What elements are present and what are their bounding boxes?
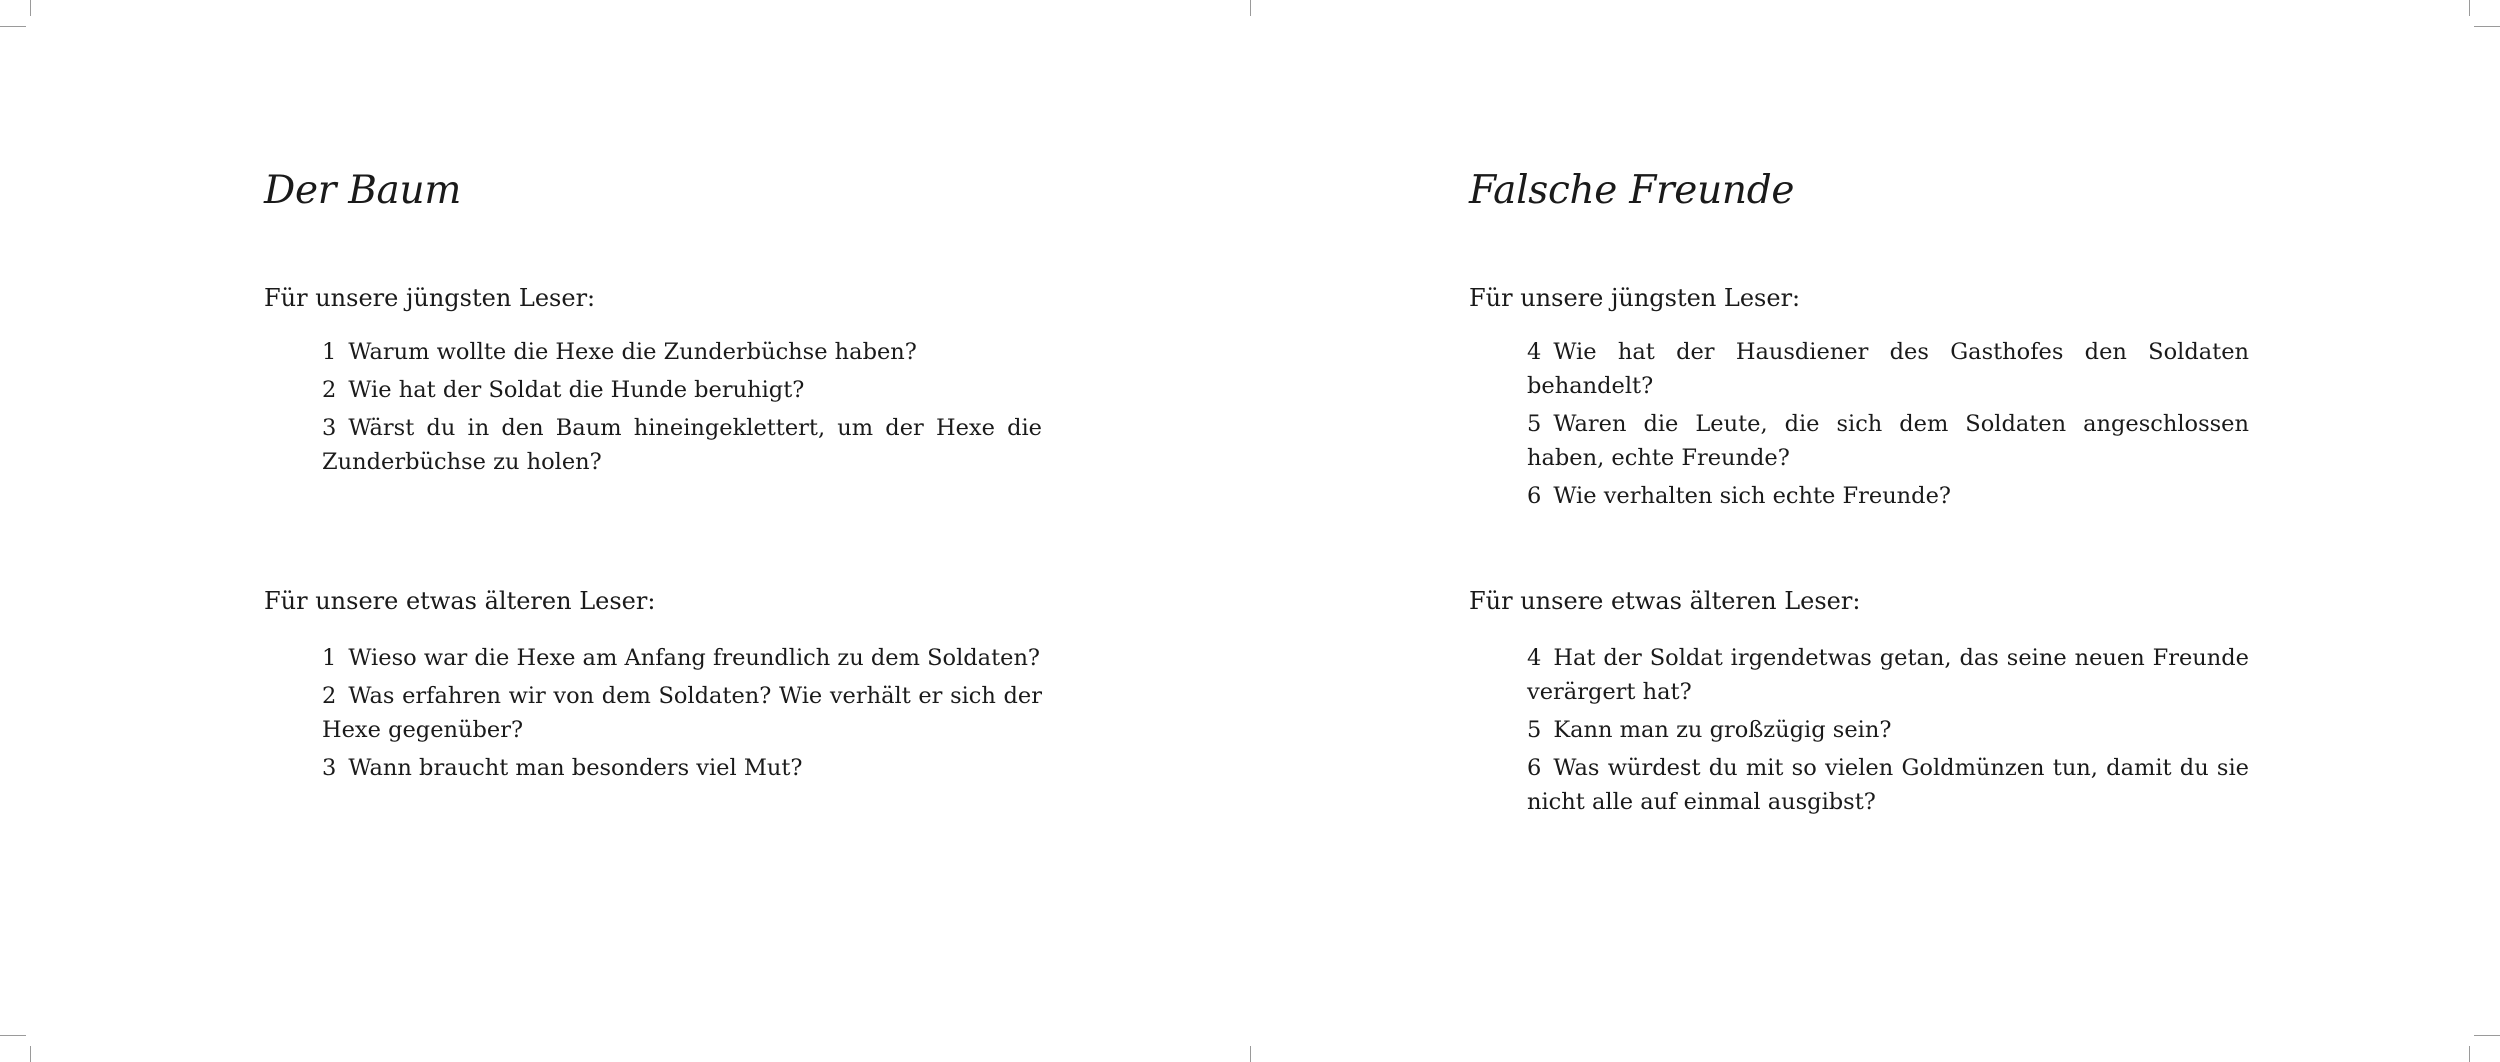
crop-mark-bottom-right: [2469, 1046, 2470, 1062]
section-heading-older: Für unsere etwas älteren Leser:: [1469, 587, 1861, 615]
question-text: Wie hat der Hausdiener des Gasthofes den Soldaten behandelt?: [1527, 339, 2249, 399]
section-heading-youngest: Für unsere jüngsten Leser:: [264, 284, 596, 312]
question-number: 1: [322, 339, 337, 365]
question-item: [1527, 713, 2249, 747]
question-text: Wie verhalten sich echte Freunde?: [1553, 483, 1951, 509]
question-item: [1527, 407, 2249, 475]
question-text: Kann man zu großzügig sein?: [1553, 717, 1892, 743]
crop-mark-top-center: [1250, 0, 1251, 16]
question-number: 3: [322, 755, 337, 781]
question-text: Wie hat der Soldat die Hunde beruhigt?: [348, 377, 805, 403]
crop-mark-top-left: [30, 0, 31, 16]
crop-mark-top-left-horizontal: [0, 26, 26, 27]
question-text: Was erfahren wir von dem Soldaten? Wie verhält er sich der Hexe gegenüber?: [322, 683, 1042, 743]
question-list-youngest: [1527, 335, 2249, 517]
question-list-older: [1527, 641, 2249, 823]
question-number: 5: [1527, 411, 1542, 437]
section-heading-older: Für unsere etwas älteren Leser:: [264, 587, 656, 615]
crop-mark-bottom-center: [1250, 1046, 1251, 1062]
question-number: 2: [322, 377, 337, 403]
question-text: Wärst du in den Baum hineingeklettert, um der Hexe die Zunderbüchse zu holen?: [322, 415, 1042, 475]
question-number: 6: [1527, 755, 1542, 781]
crop-mark-top-right: [2469, 0, 2470, 16]
question-number: 5: [1527, 717, 1542, 743]
question-number: 2: [322, 683, 337, 709]
question-item: [322, 411, 1042, 479]
question-item: [1527, 751, 2249, 819]
question-number: 1: [322, 645, 337, 671]
question-item: [322, 679, 1042, 747]
question-item: [322, 335, 1042, 369]
question-item: [1527, 479, 2249, 513]
question-list-youngest: [322, 335, 1042, 483]
question-text: Was würdest du mit so vielen Goldmünzen tun, damit du sie nicht alle auf einmal ausgibst?: [1527, 755, 2249, 815]
page-title: Falsche Freunde: [1469, 168, 1795, 213]
question-item: [322, 373, 1042, 407]
question-item: [322, 751, 1042, 785]
question-number: 4: [1527, 339, 1542, 365]
question-number: 6: [1527, 483, 1542, 509]
crop-mark-top-right-horizontal: [2474, 26, 2500, 27]
question-text: Hat der Soldat irgendetwas getan, das seine neuen Freunde verärgert hat?: [1527, 645, 2249, 705]
crop-mark-bottom-left-horizontal: [0, 1035, 26, 1036]
section-heading-youngest: Für unsere jüngsten Leser:: [1469, 284, 1801, 312]
question-item: [322, 641, 1042, 675]
question-text: Wann braucht man besonders viel Mut?: [348, 755, 803, 781]
question-text: Waren die Leute, die sich dem Soldaten angeschlossen haben, echte Freunde?: [1527, 411, 2249, 471]
page-title: Der Baum: [264, 168, 461, 213]
question-item: [1527, 641, 2249, 709]
question-number: 4: [1527, 645, 1542, 671]
question-list-older: [322, 641, 1042, 789]
question-text: Warum wollte die Hexe die Zunderbüchse haben?: [348, 339, 917, 365]
crop-mark-bottom-right-horizontal: [2474, 1035, 2500, 1036]
question-text: Wieso war die Hexe am Anfang freundlich zu dem Soldaten?: [348, 645, 1040, 671]
question-item: [1527, 335, 2249, 403]
question-number: 3: [322, 415, 337, 441]
crop-mark-bottom-left: [30, 1046, 31, 1062]
